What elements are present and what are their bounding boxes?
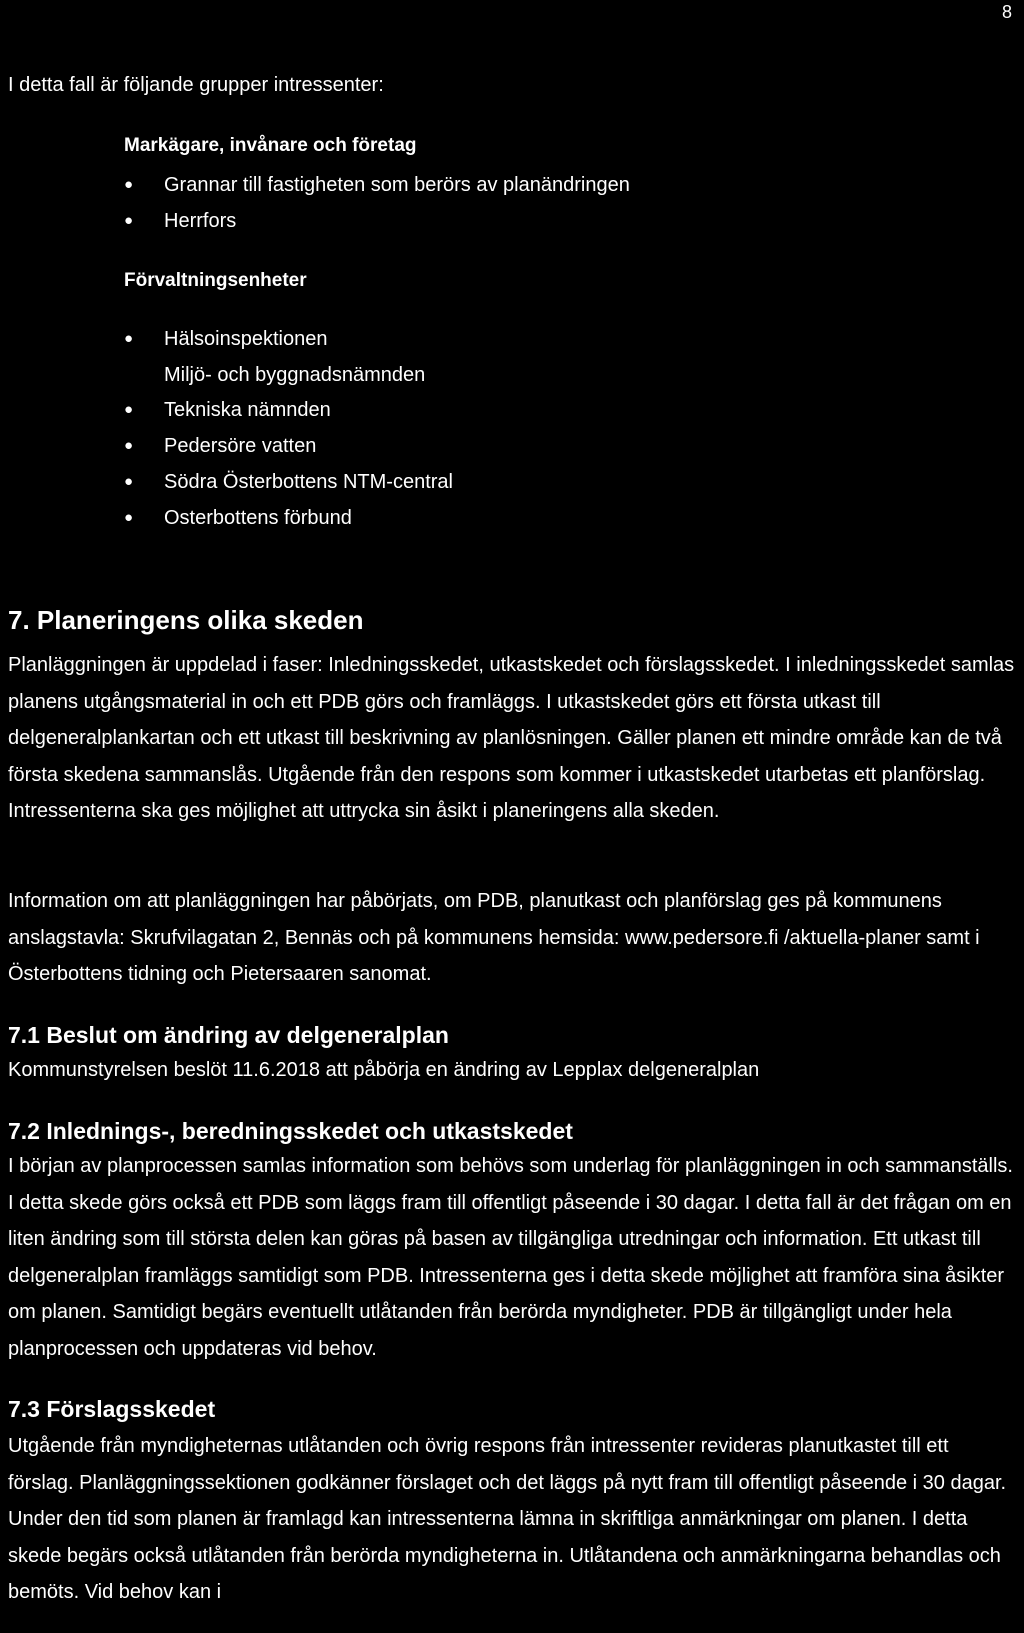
section-7-1-text: Kommunstyrelsen beslöt 11.6.2018 att påbörja en ändring av Lepplax delgeneralplan <box>8 1059 760 1081</box>
list-item: ● Hälsoinspektionen <box>124 328 328 350</box>
section-7-title: 7. Planeringens olika skeden <box>8 605 364 635</box>
section-7-paragraph-1: Planläggningen är uppdelad i faser: Inledningsskedet, utkastskedet och förslagsskedet. I inledningsskedet samlas planens utgångsmaterial in och ett PDB görs och framläggs. I utkastskedet görs ett första utkast till delgeneralplankartan och ett utkast till beskrivning av planlösningen. Gäller planen ett mindre område kan de två första skedena sammanslås. Utgående från den respons som kommer i utkastskedet utarbetas ett planförslag. Intressenterna ska ges möjlighet att uttrycka sin åsikt i planeringens alla skeden. <box>8 654 1015 822</box>
bullet-icon: ● <box>124 330 134 347</box>
bullet-icon: ● <box>124 473 134 490</box>
bullet-icon: ● <box>124 401 134 418</box>
section-7-2-title: 7.2 Inlednings-, beredningsskedet och utkastskedet <box>8 1118 573 1144</box>
group-heading-landowners: Markägare, invånare och företag <box>124 135 417 156</box>
section-7-paragraph-2: Information om att planläggningen har påbörjats, om PDB, planutkast och planförslag ges på kommunens anslagstavla: Skrufvilagatan 2, Bennäs och på kommunens hemsida: www.pedersore.fi /aktuella-planer samt i Österbottens tidning och Pietersaaren sanomat. <box>8 890 980 985</box>
intro-text: I detta fall är följande grupper intressenter: <box>8 74 384 96</box>
list-item: ● Tekniska nämnden <box>124 399 331 421</box>
page-number: 8 <box>1001 2 1012 22</box>
bullet-icon: ● <box>124 509 134 526</box>
list-item: ● Herrfors <box>124 210 237 232</box>
list-item: ● Pedersöre vatten <box>124 435 317 457</box>
section-7-3-title: 7.3 Förslagsskedet <box>8 1396 216 1422</box>
list-item: ● Grannar till fastigheten som berörs av planändringen <box>124 174 630 196</box>
list-item: ● Södra Österbottens NTM-central <box>124 471 453 493</box>
bullet-icon: ● <box>124 176 134 193</box>
bullet-icon: ● <box>124 212 134 229</box>
section-7-3-text: Utgående från myndigheternas utlåtanden och övrig respons från intressenter revideras planutkastet till ett förslag. Planläggningssektionen godkänner förslaget och det läggs på nytt fram till offentligt påseende i 30 dagar. Under den tid som planen är framlagd kan intressenterna lämna in skriftliga anmärkningar om planen. I detta skede begärs också utlåtanden från berörda myndigheterna in. Utlåtandena och anmärkningarna behandlas och bemöts. Vid behov kan i <box>8 1435 1007 1603</box>
section-7-1-title: 7.1 Beslut om ändring av delgeneralplan <box>8 1022 449 1048</box>
section-7-2-text: I början av planprocessen samlas information som behövs som underlag för planläggningen in och sammanställs. I detta skede görs också ett PDB som läggs fram till offentligt påseende i 30 dagar. I detta fall är det frågan om en liten ändring som till största delen kan göras på basen av tillgängliga utredningar och information. Ett utkast till delgeneralplan framläggs samtidigt som PDB. Intressenterna ges i detta skede möjlighet att framföra sina åsikter om planen. Samtidigt begärs eventuellt utlåtanden från berörda myndigheter. PDB är tillgängligt under hela planprocessen och uppdateras vid behov. <box>8 1155 1013 1360</box>
bullet-icon: ● <box>124 437 134 454</box>
group-heading-administrations: Förvaltningsenheter <box>124 270 307 291</box>
list-item: Miljö- och byggnadsnämnden <box>164 364 426 386</box>
list-item: ● Osterbottens förbund <box>124 507 352 529</box>
